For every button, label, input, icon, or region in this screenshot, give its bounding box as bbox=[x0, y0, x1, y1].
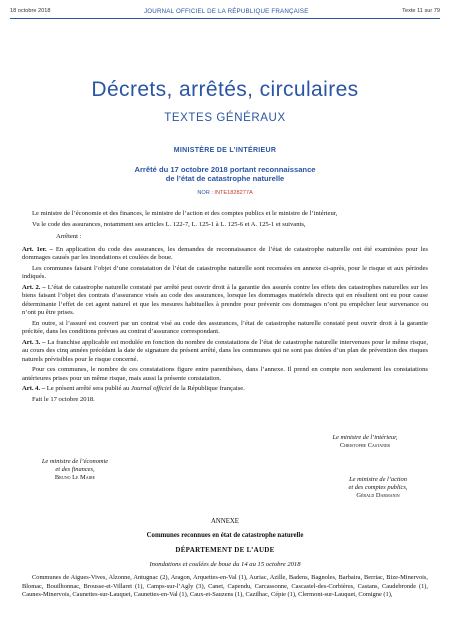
article-2-paragraph-2: En outre, si l’assuré est couvert par un contrat visé au code des assurances, l’état de catastrophe naturelle constaté peut ouvrir droit à la garantie précitée, dans les conditions prévues au contrat d’assurance correspondant. bbox=[22, 319, 428, 335]
journal-officiel-italic: Journal officiel bbox=[130, 385, 172, 392]
annexe-title: ANNEXE bbox=[211, 518, 239, 525]
article-3-label: Art. 3. – bbox=[22, 338, 46, 346]
nor-code: INTE1828277A bbox=[214, 190, 253, 196]
arrete-title-line2: de l’état de catastrophe naturelle bbox=[165, 174, 285, 183]
article-1-paragraph-2: Les communes faisant l’objet d’une constatation de l’état de catastrophe naturelle sont recensées en annexe ci-après, pour le risque et aux périodes indiqués. bbox=[22, 264, 428, 280]
article-4-text-after: de la République française. bbox=[171, 385, 245, 392]
preamble-vu: Vu le code des assurances, notamment ses articles L. 122-7, L. 125-1 à L. 125-6 et A. 125-1 et suivants, bbox=[32, 220, 306, 228]
header-text-number: Texte 11 sur 79 bbox=[402, 8, 440, 14]
arrete-title bbox=[40, 165, 410, 183]
department-heading: DÉPARTEMENT DE L’AUDE bbox=[175, 546, 275, 554]
article-2-text: L’état de catastrophe naturelle constaté par arrêté peut ouvrir droit à la garantie des assurés contre les effets des catastrophes naturelles sur les biens faisant l’objet des contrats d’assurance visés au code des assurances, lorsque les dommages matériels directs qui en résultent ont eu pour cause déterminante l’effet de cet agent naturel et que les mesures habituelles à prendre pour prévenir ces dommages n’ont pu empêcher leur survenance ou n’ont pu être prises. bbox=[22, 283, 428, 316]
signature-economie-title-line1: Le ministre de l’économie bbox=[41, 458, 109, 465]
signature-action-title-line2: et des comptes publics, bbox=[348, 484, 408, 491]
article-3-paragraph-2: Pour ces communes, le nombre de ces constatations figure entre parenthèses, dans l’annexe. Il prend en compte non seulement les constatations antérieures prises pour un même risque, mais aussi la présente constatation. bbox=[22, 366, 428, 382]
signature-interieur-title: Le ministre de l’intérieur, bbox=[332, 434, 398, 441]
ministry-name: MINISTÈRE DE L’INTÉRIEUR bbox=[173, 147, 277, 154]
nor-reference bbox=[0, 190, 450, 196]
document-body bbox=[22, 210, 428, 406]
signature-action-name: Gérald Darmanin bbox=[356, 492, 400, 499]
header-divider bbox=[10, 18, 440, 19]
article-1 bbox=[22, 246, 428, 263]
signature-economie-name: Bruno Le Maire bbox=[54, 474, 96, 481]
nor-label: NOR : bbox=[197, 190, 215, 196]
annexe-subtitle: Communes reconnues en état de catastrophe naturelle bbox=[146, 532, 304, 539]
article-3-text: La franchise applicable est modulée en fonction du nombre de constatations de l’état de catastrophe naturelle intervenues pour le même risque, au cours des cinq années précédant la date de signature du présent arrêté, dans les communes qui ne sont pas dotées d’un plan de prévention des risques naturels prévisibles pour le risque concerné. bbox=[22, 338, 428, 363]
header-journal-name: JOURNAL OFFICIEL DE LA RÉPUBLIQUE FRANÇAISE bbox=[144, 7, 309, 15]
main-title: Décrets, arrêtés, circulaires bbox=[91, 78, 359, 101]
arretent-label: Arrêtent : bbox=[56, 233, 82, 240]
fait-le: Fait le 17 octobre 2018. bbox=[32, 395, 95, 403]
preamble-ministers: Le ministre de l’économie et des finances, le ministre de l’action et des comptes publics et le ministre de l’intérieur, bbox=[32, 210, 338, 217]
arrete-title-line1: Arrêté du 17 octobre 2018 portant reconnaissance bbox=[134, 165, 316, 174]
signature-action bbox=[318, 476, 438, 500]
signature-economie bbox=[20, 458, 130, 482]
article-4-label: Art. 4. – bbox=[22, 385, 46, 392]
signature-action-title-line1: Le ministre de l’action bbox=[349, 476, 407, 483]
article-1-label: Art. 1er. – bbox=[22, 245, 53, 253]
article-3 bbox=[22, 339, 428, 365]
signature-interieur bbox=[290, 434, 440, 450]
article-1-text: En application du code des assurances, les demandes de reconnaissance de l’état de catastrophe naturelle ont été examinées pour les dommages causés par les inondations et coulées de boue. bbox=[22, 245, 428, 261]
header-date: 18 octobre 2018 bbox=[10, 8, 51, 14]
signature-economie-title-line2: et des finances, bbox=[55, 466, 95, 473]
article-2 bbox=[22, 284, 428, 318]
page-header bbox=[10, 5, 440, 17]
article-4 bbox=[22, 385, 428, 394]
article-4-text-before: Le présent arrêté sera publié au bbox=[45, 385, 131, 392]
event-heading: Inondations et coulées de boue du 14 au 15 octobre 2018 bbox=[149, 561, 301, 568]
section-title: TEXTES GÉNÉRAUX bbox=[164, 112, 286, 124]
signature-interieur-name: Christophe Castaner bbox=[339, 442, 391, 449]
article-2-label: Art. 2. – bbox=[22, 283, 46, 291]
communes-list: Communes de Aigues-Vives, Alzonne, Antugnac (2), Aragon, Arquettes-en-Val (1), Auriac, Azille, Badens, Bagnoles, Barbaira, Berriac, Bize-Minervois, Blomac, Bouilhonnac, Brousse-et-Villaret (1), Camps-sur-l’Agly (3), Canet, Capendu, Carcassonne, Cascastel-des-Corbières, Castans, Caudebronde (1), Caunes-Minervois, Caunettes-sur-Lauquet, Caunettes-en-Val (1), Caux-et-Sauzens (1), Cazilhac, Cépie (1), Clermont-sur-Lauquet, Comigne (1), bbox=[22, 574, 428, 598]
